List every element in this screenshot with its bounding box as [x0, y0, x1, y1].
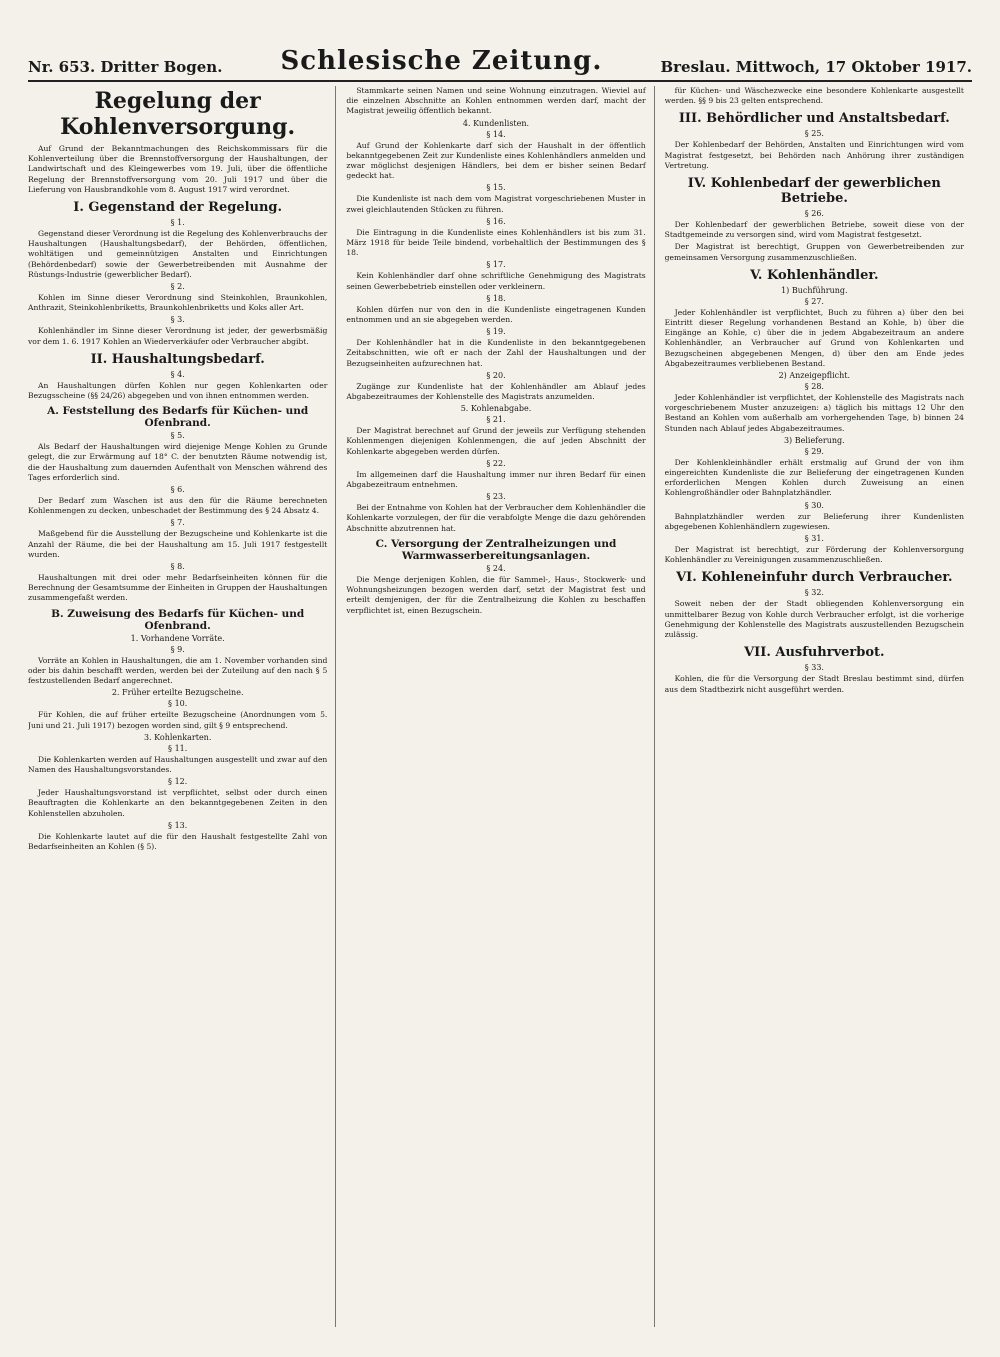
paragraph-number: § 16. — [486, 216, 506, 226]
paragraph-text: Der Kohlenhändler hat in die Kundenliste in den bekanntgegebenen Zeitabschnitten, wie oft er nach der Zahl der Haushaltungen und der Bezugseinheiten aufzurechnen hat. — [346, 338, 646, 368]
paragraph-number: § 15. — [486, 183, 506, 193]
subsection-label: 3. Kohlenkarten. — [143, 732, 212, 742]
paragraph-number: § 12. — [168, 777, 188, 787]
subsection-label: 1) Buchführung. — [781, 285, 848, 295]
paragraph-text: Bei der Entnahme von Kohlen hat der Verbraucher dem Kohlenhändler die Kohlenkarte vorzulegen, der für die verabfolgte Menge die dazu gehörenden Abschnitte abzutrennen hat. — [346, 503, 646, 533]
paragraph-number: § 18. — [486, 293, 506, 303]
column-2 — [346, 86, 654, 1327]
paragraph-text: Zugänge zur Kundenliste hat der Kohlenhändler am Ablauf jedes Abgabezeitraumes der Kohlenstelle des Magistrats anzumelden. — [346, 381, 646, 402]
article-columns — [28, 86, 972, 1327]
paragraph-number: § 21. — [486, 415, 506, 425]
paragraph-number: § 10. — [168, 699, 188, 709]
paragraph-number: § 11. — [168, 743, 188, 753]
paragraph-text: Maßgebend für die Ausstellung der Bezugscheine und Kohlenkarte ist die Anzahl der Räume, die bei der Haushaltung am 15. Juli 1917 festgestellt wurden. — [28, 529, 328, 559]
paragraph-text: Im allgemeinen darf die Haushaltung immer nur ihren Bedarf für einen Abgabezeitraum entnehmen. — [346, 469, 646, 490]
paragraph-number: § 7. — [170, 518, 185, 528]
paragraph-text: Der Magistrat ist berechtigt, Gruppen von Gewerbetreibenden zur gemeinsamen Versorgung zusammenzuschließen. — [664, 242, 964, 262]
article-title: Regelung der Kohlenversorgung. — [60, 88, 296, 140]
subsection-label: 1. Vorhandene Vorräte. — [130, 633, 225, 643]
paragraph-number: § 1. — [170, 218, 185, 228]
intro-paragraph: Auf Grund der Bekanntmachungen des Reichskommissars für die Kohlenverteilung über die Brennstoffversorgung der Haushaltungen, der Landwirtschaft und des Kleingewerbes vom 19. Juli, über die öffentliche Regelung der Brennstoffversorgung vom 20. Juli 1917 und über die Lieferung von Hausbrandkohle vom 8. August 1917 wird verordnet. — [28, 144, 328, 194]
section-heading: II. Haushaltungsbedarf. — [90, 351, 265, 367]
paragraph-number: § 20. — [486, 370, 506, 380]
paragraph-text: Kein Kohlenhändler darf ohne schriftliche Genehmigung des Magistrats seinen Gewerbebetrieb einstellen oder verkleinern. — [346, 271, 646, 291]
paragraph-text: Jeder Haushaltungsvorstand ist verpflichtet, selbst oder durch einen Beauftragten die Kohlenkarte an den bekanntgegebenen Zeiten in den Kohlenstellen abzuholen. — [28, 788, 328, 818]
section-heading: III. Behördlicher und Anstaltsbedarf. — [678, 111, 950, 127]
paragraph-text: Die Menge derjenigen Kohlen, die für Sammel-, Haus-, Stockwerk- und Wohnungsheizungen bezogen werden darf, setzt der Magistrat fest und erteilt demjenigen, der für die Zentralheizung die Kohlen zu beschaffen verpflichtet ist, einen Bezugschein. — [346, 574, 646, 615]
paragraph-text: Jeder Kohlenhändler ist verpflichtet, Buch zu führen a) über den bei Eintritt dieser Regelung vorhandenen Bestand an Kohle, b) über die Eingänge an Kohle, c) über die in jedem Abgabezeitraum an andere Kohlenhändler, an Verbraucher auf Grund von Kohlenkarten und Bezugscheinen abgegebenen Mengen, d) über den am Ende jedes Abgabezeitraumes verbliebenen Bestand. — [664, 307, 964, 368]
paragraph-text: Der Kohlenkleinhändler erhält erstmalig auf Grund der von ihm eingereichten Kundenliste die zur Belieferung der eingetragenen Kunden erforderlichen Mengen Kohlen durch Zuweisung an einen Kohlengroßhändler oder Bahnplatzhändler. — [664, 457, 964, 498]
paragraph-number: § 9. — [170, 644, 185, 654]
paragraph-number: § 8. — [170, 562, 185, 572]
paragraph-number: § 5. — [170, 431, 185, 441]
paragraph-number: § 23. — [486, 492, 506, 502]
paragraph-number: § 25. — [804, 129, 824, 139]
paragraph-number: § 30. — [804, 500, 824, 510]
paragraph-text: An Haushaltungen dürfen Kohlen nur gegen Kohlenkarten oder Bezugsscheine (§§ 24/26) abgegeben und von ihnen entnommen werden. — [28, 380, 328, 401]
paragraph-text: für Küchen- und Wäschezwecke eine besondere Kohlenkarte ausgestellt werden. §§ 9 bis 23 gelten entsprechend. — [664, 86, 964, 106]
paragraph-text: Bahnplatzhändler werden zur Belieferung ihrer Kundenlisten abgegebenen Kohlenhändlern zugewiesen. — [664, 511, 964, 531]
section-heading: V. Kohlenhändler. — [750, 267, 879, 283]
subsection-heading: C. Versorgung der Zentralheizungen und Warmwasserbereitungsanlagen. — [375, 537, 617, 562]
paragraph-number: § 24. — [486, 563, 506, 573]
paragraph-text: Kohlen, die für die Versorgung der Stadt Breslau bestimmt sind, dürfen aus dem Stadtbezirk nicht ausgeführt werden. — [664, 674, 964, 694]
subsection-label: 3) Belieferung. — [783, 435, 845, 445]
paragraph-text: Kohlenhändler im Sinne dieser Verordnung ist jeder, der gewerbsmäßig vor dem 1. 6. 1917 Kohlen an Wiederverkäufer oder Verbraucher abgibt. — [28, 326, 328, 346]
paragraph-text: Auf Grund der Kohlenkarte darf sich der Haushalt in der öffentlich bekanntgegebenen Zeit zur Kundenliste eines Kohlenhändlers anmelden und zwar möglichst desjenigen Händlers, bei dem er bisher seinen Bedarf gedeckt hat. — [346, 140, 646, 181]
paragraph-text: Stammkarte seinen Namen und seine Wohnung einzutragen. Wieviel auf die einzelnen Abschnitte an Kohlen entnommen werden darf, macht der Magistrat jeweilig öffentlich bekannt. — [346, 86, 646, 116]
paragraph-text: Kohlen im Sinne dieser Verordnung sind Steinkohlen, Braunkohlen, Anthrazit, Steinkohlenbriketts, Braunkohlenbriketts und Koks aller Art. — [28, 293, 328, 313]
paragraph-number: § 13. — [168, 820, 188, 830]
paragraph-number: § 29. — [804, 446, 824, 456]
paragraph-text: Als Bedarf der Haushaltungen wird diejenige Menge Kohlen zu Grunde gelegt, die zur Erwärmung auf 18° C. der benutzten Räume notwendig ist, die der Haushaltung zum dauernden Aufenthalt von Menschen während des Tages erforderlich sind. — [28, 442, 328, 482]
section-heading: VI. Kohleneinfuhr durch Verbraucher. — [676, 570, 953, 586]
issue-date: Breslau. Mittwoch, 17 Oktober 1917. — [660, 58, 972, 76]
subsection-label: 2) Anzeigepflicht. — [778, 371, 851, 381]
subsection-label: 2. Früher erteilte Bezugscheine. — [111, 688, 244, 698]
paragraph-text: Der Kohlenbedarf der Behörden, Anstalten und Einrichtungen wird vom Magistrat festgesetzt, bei Behörden nach Anhörung ihrer zuständigen Vertretung. — [664, 140, 964, 170]
paragraph-text: Soweit neben der der Stadt obliegenden Kohlenversorgung ein unmittelbarer Bezug von Kohle durch Verbraucher erfolgt, ist die vorherige Genehmigung der Kohlenstelle des Magistrats auszustellenden Bezugschein zulässig. — [664, 599, 964, 640]
paragraph-text: Die Kohlenkarte lautet auf die für den Haushalt festgestellte Zahl von Bedarfseinheiten an Kohlen (§ 5). — [28, 831, 328, 851]
paragraph-text: Für Kohlen, die auf früher erteilte Bezugscheine (Anordnungen vom 5. Juni und 21. Juli 1917) bezogen worden sind, gilt § 9 entsprechend. — [28, 710, 328, 730]
paragraph-number: § 3. — [170, 315, 185, 325]
subsection-label: 4. Kundenlisten. — [462, 118, 530, 128]
paragraph-text: Kohlen dürfen nur von den in die Kundenliste eingetragenen Kunden entnommen und an sie abgegeben werden. — [346, 304, 646, 325]
paragraph-number: § 6. — [170, 485, 185, 495]
paragraph-number: § 28. — [804, 382, 824, 392]
section-heading: IV. Kohlenbedarf der gewerblichen Betriebe. — [687, 176, 941, 207]
issue-number: Nr. 653. Dritter Bogen. — [28, 58, 223, 76]
column-1 — [28, 86, 336, 1327]
paragraph-text: Der Kohlenbedarf der gewerblichen Betriebe, soweit diese von der Stadtgemeinde zu versorgen sind, wird vom Magistrat festgesetzt. — [664, 220, 964, 240]
subsection-heading: B. Zuweisung des Bedarfs für Küchen- und Ofenbrand. — [51, 607, 305, 632]
paragraph-number: § 26. — [804, 209, 824, 219]
paragraph-number: § 4. — [170, 369, 185, 379]
paragraph-number: § 19. — [486, 327, 506, 337]
subsection-label: 5. Kohlenabgabe. — [460, 404, 532, 414]
paragraph-number: § 31. — [804, 534, 824, 544]
paragraph-number: § 33. — [804, 663, 824, 673]
paragraph-text: Die Kundenliste ist nach dem vom Magistrat vorgeschriebenen Muster in zwei gleichlautenden Stücken zu führen. — [346, 194, 646, 214]
paragraph-text: Jeder Kohlenhändler ist verpflichtet, der Kohlenstelle des Magistrats nach vorgeschriebenem Muster anzuzeigen: a) täglich bis mittags 12 Uhr den Bestand an Kohlen vom außerhalb am vorhergehenden Tage, b) binnen 24 Stunden nach Ablauf jedes Abgabezeitraumes. — [664, 393, 964, 433]
subsection-heading: A. Feststellung des Bedarfs für Küchen- und Ofenbrand. — [47, 405, 309, 430]
section-heading: I. Gegenstand der Regelung. — [73, 200, 283, 216]
paragraph-text: Die Kohlenkarten werden auf Haushaltungen ausgestellt und zwar auf den Namen des Haushaltungsvorstandes. — [28, 754, 328, 774]
paragraph-text: Der Magistrat ist berechtigt, zur Förderung der Kohlenversorgung Kohlenhändler zu Vereinigungen zusammenzuschließen. — [664, 545, 964, 565]
paragraph-text: Haushaltungen mit drei oder mehr Bedarfseinheiten können für die Berechnung der Gesamtsumme der Einheiten in Gruppen der Haushaltungen zusammengefaßt werden. — [28, 573, 328, 603]
paragraph-text: Der Magistrat berechnet auf Grund der jeweils zur Verfügung stehenden Kohlenmengen diejenigen Kohlenmengen, die auf jeden Abschnitt der Kohlenkarte abgegeben werden dürfen. — [346, 426, 646, 456]
paragraph-text: Vorräte an Kohlen in Haushaltungen, die am 1. November vorhanden sind oder bis dahin beschafft werden, werden bei der Zuteilung auf den nach § 5 festzustellenden Bedarf angerechnet. — [28, 655, 328, 686]
paragraph-number: § 32. — [804, 588, 824, 598]
paragraph-number: § 14. — [486, 129, 506, 139]
paragraph-number: § 17. — [486, 260, 506, 270]
paragraph-number: § 27. — [804, 296, 824, 306]
column-3 — [665, 86, 972, 1327]
paragraph-text: Die Eintragung in die Kundenliste eines Kohlenhändlers ist bis zum 31. März 1918 für beide Teile bindend, vorbehaltlich der Bestimmungen des § 18. — [346, 227, 646, 258]
paragraph-number: § 22. — [486, 458, 506, 468]
paragraph-text: Gegenstand dieser Verordnung ist die Regelung des Kohlenverbrauchs der Haushaltungen (Haushaltungsbedarf), der Behörden, öffentlichen, wohltätigen und gemeinnützigen Anstalten und Einrichtungen (Behördenbedarf) sowie der Gewerbetreibenden mit Ausnahme der Rüstungs-Industrie (gewerblicher Bedarf). — [28, 229, 328, 279]
section-heading: VII. Ausfuhrverbot. — [744, 645, 885, 661]
newspaper-title: Schlesische Zeitung. — [280, 46, 603, 76]
paragraph-text: Der Bedarf zum Waschen ist aus den für die Räume berechneten Kohlenmengen zu decken, unbeschadet der Bestimmung des § 24 Absatz 4. — [28, 496, 328, 516]
paragraph-number: § 2. — [170, 282, 185, 292]
masthead — [28, 42, 972, 82]
